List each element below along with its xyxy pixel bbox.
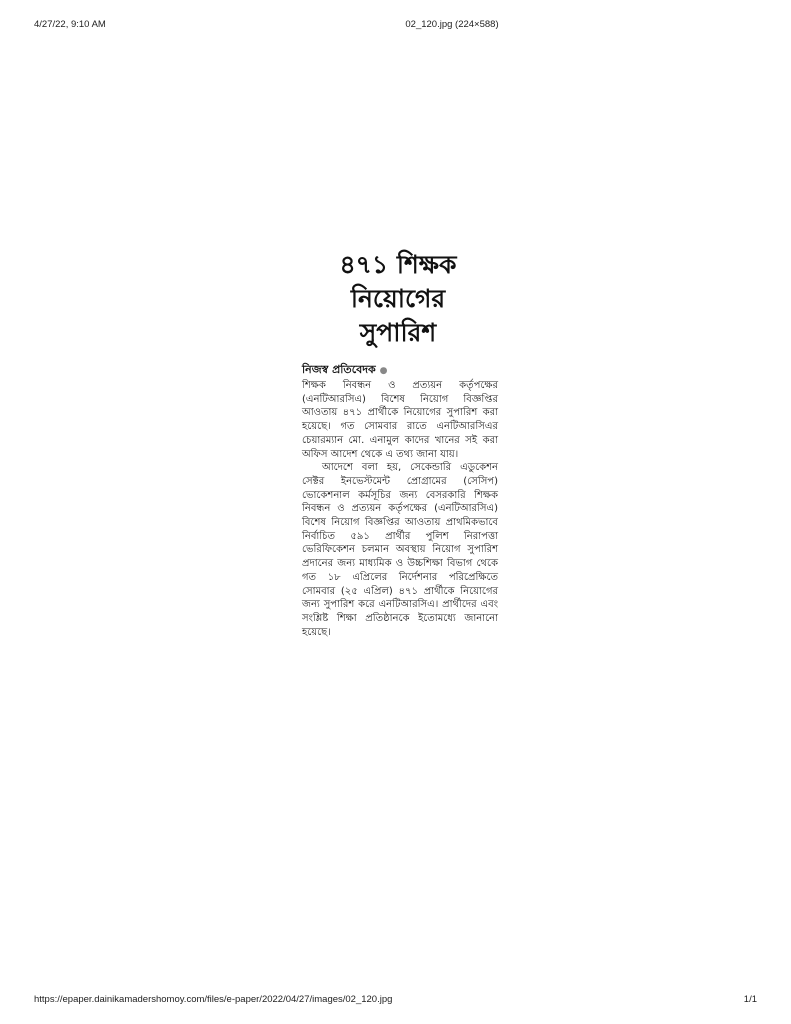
byline-bullet-icon: ● — [379, 366, 388, 376]
news-article — [298, 248, 498, 639]
print-footer-page-number: 1/1 — [743, 994, 757, 1005]
article-headline — [298, 248, 498, 350]
article-paragraph: আদেশে বলা হয়, সেকেন্ডারি এডুকেশন সেক্টর ইনভেস্টমেন্ট প্রোগ্রামের (সেসিপ) ভোকেশনাল কর্মসূচির জন্য বেসরকারি শিক্ষক নিবন্ধন ও প্রত্যয়ন কর্তৃপক্ষের (এনটিআরসিএ) বিশেষ নিয়োগ বিজ্ঞপ্তির আওতায় প্রাথমিকভাবে নির্বাচিত ৫৯১ প্রার্থীর পুলিশ নিরাপত্তা ভেরিফিকেশন চলমান অবস্থায় নিয়োগ সুপারিশ প্রদানের জন্য মাধ্যমিক ও উচ্চশিক্ষা বিভাগ থেকে গত ১৮ এপ্রিলের নির্দেশনার পরিপ্রেক্ষিতে সোমবার (২৫ এপ্রিল) ৪৭১ প্রার্থীকে নিয়োগের জন্য সুপারিশ করে এনটিআরসিএ। প্রার্থীদের এবং সংশ্লিষ্ট শিক্ষা প্রতিষ্ঠানকে ইতোমধ্যে জানানো হয়েছে। — [302, 462, 498, 638]
print-header-title: 02_120.jpg (224×588) — [405, 19, 499, 30]
headline-line: নিয়োগের — [350, 284, 446, 313]
article-paragraph: শিক্ষক নিবন্ধন ও প্রত্যয়ন কর্তৃপক্ষের (এনটিআরসিএ) বিশেষ নিয়োগ বিজ্ঞপ্তির আওতায় ৪৭১ প্রার্থীকে নিয়োগের সুপারিশ করা হয়েছে। গত সোমবার রাতে এনটিআরসিএর চেয়ারম্যান মো. এনামুল কাদের খানের সই করা অফিস আদেশ থেকে এ তথ্য জানা যায়। — [302, 380, 498, 460]
byline-text: নিজস্ব প্রতিবেদক — [302, 363, 376, 376]
headline-line: সুপারিশ — [359, 318, 437, 347]
headline-line: ৪৭১ শিক্ষক — [339, 250, 457, 279]
article-byline — [302, 362, 498, 379]
article-body — [302, 379, 498, 639]
print-header-datetime: 4/27/22, 9:10 AM — [34, 19, 106, 30]
print-footer-url: https://epaper.dainikamadershomoy.com/files/e-paper/2022/04/27/images/02_120.jpg — [34, 994, 393, 1005]
